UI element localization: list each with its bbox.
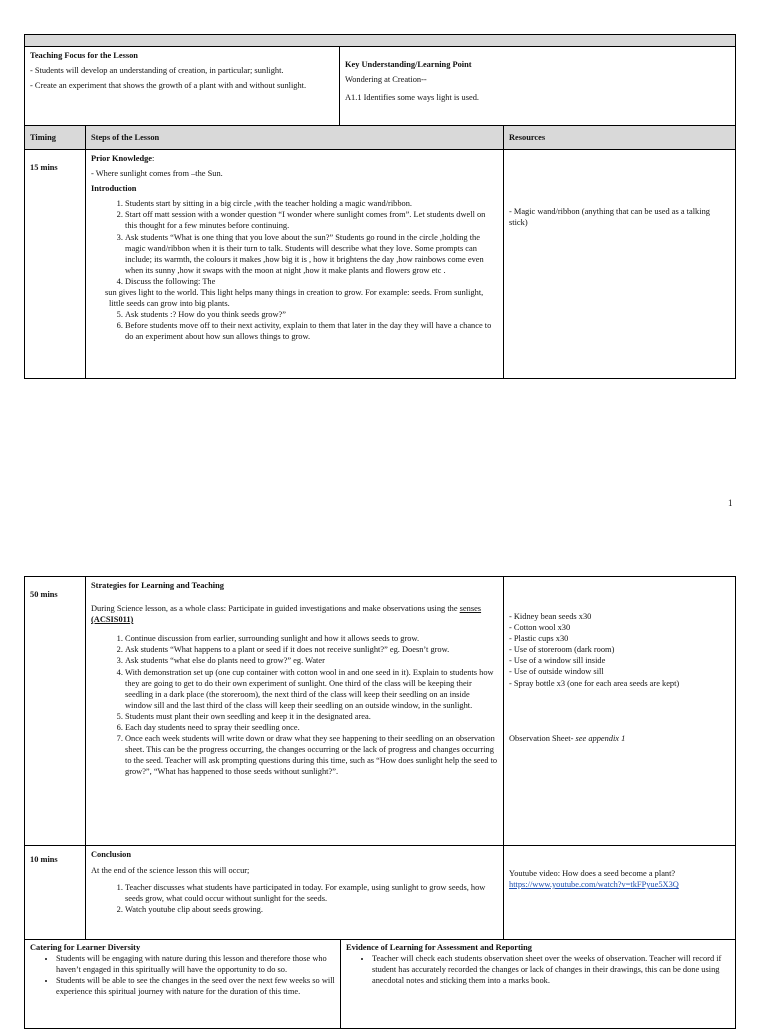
row3-resources-cell (503, 845, 736, 940)
row3-conclusion-cell (85, 845, 504, 940)
row2-timing-cell (24, 576, 86, 846)
row1-timing: 15 mins (30, 163, 58, 172)
row1-steps-cell (85, 149, 504, 379)
list-item: • Teacher will check each students observation sheet over the weeks of observation. Teacher will record if student has accurately recorded the changes or lack of changes in their drawings, this can be done using anecdotal notes and sticking them into a marks book. (372, 953, 730, 986)
list-item: • Students will be engaging with nature during this lesson and therefore those who haven’t engaged in this spiritually will have the opportunity to do so. (56, 953, 335, 975)
row1-timing-cell (24, 149, 86, 379)
list-item: 6. Before students move off to their next activity, explain to them that later in the day they will have a chance to do an experiment about how sun allows things to grow. (125, 320, 498, 342)
learner-diversity-list (30, 953, 335, 997)
list-item: 4. With demonstration set up (one cup container with cotton wool in and one seed in it). Explain to students how they are going to get to do their own experiment of sunlight. One third of the class will be keeping their seedling in a dark place (the storeroom), the next third of the class will keep their seedling on an inside window sill and the last third of the class will keep their seedling on an outside window, in the sunlight. (125, 667, 498, 711)
list-item: • Students will be able to see the changes in the seed over the next few weeks so will experience this spiritual journey with nature for the duration of this time. (56, 975, 335, 997)
key-understanding-cell (339, 46, 736, 126)
learner-diversity-cell (24, 939, 341, 1029)
list-item: 4. Discuss the following: The (125, 276, 498, 287)
video-label: Youtube video: How does a seed become a plant? (509, 869, 676, 878)
list-item: 2. Start off matt session with a wonder question “I wonder where sunlight comes from”. Let students dwell on this thought for a few minutes before continuing. (125, 209, 498, 231)
resource-item: - Use of outside window sill (509, 667, 604, 677)
resource-item: - Use of storeroom (dark room) (509, 645, 615, 655)
strategies-intro (91, 603, 498, 625)
conclusion-steps (91, 882, 498, 915)
introduction-steps (91, 198, 498, 287)
introduction-paragraph: sun gives light to the world. This light helps many things in creation to grow. For example: seeds. From sunlight, little seeds can grow into big plants. (105, 288, 484, 309)
page-number: 1 (728, 498, 733, 508)
steps-header-label: Steps of the Lesson (91, 133, 160, 142)
observation-sheet-line (509, 733, 730, 744)
conclusion-heading: Conclusion (91, 850, 132, 859)
list-item: 3. Ask students “what else do plants need to grow?” eg. Water (125, 655, 498, 666)
teaching-focus-point: - Students will develop an understanding of creation, in particular; sunlight. (30, 66, 284, 76)
video-link[interactable]: https://www.youtube.com/watch?v=tkFPyue5X3Q (509, 880, 679, 890)
resources-header-label: Resources (509, 133, 546, 142)
strategies-steps (91, 633, 498, 777)
list-item: 7. Once each week students will write down or draw what they see happening to their seedling on an observation sheet. This can be the progress occurring, the changes occurring or the lack of progress and changes occurring to the seed. Teacher will ask prompting questions during this time, such as “How does sunlight help the seed to grow?”, “What has happened to those seeds without sunlight?”. (125, 733, 498, 777)
strategies-intro-text: During Science lesson, as a whole class: Participate in guided investigations and make observations using the (91, 604, 460, 614)
key-understanding-line: A1.1 Identifies some ways light is used. (345, 93, 479, 103)
resource-item: - Spray bottle x3 (one for each area seeds are kept) (509, 678, 680, 688)
observation-sheet-label: Observation Sheet- (509, 733, 576, 743)
column-header-steps (85, 125, 504, 150)
list-item: 2. Ask students “What happens to a plant or seed if it does not receive sunlight?” eg. Doesn’t grow. (125, 644, 498, 655)
teaching-focus-heading: Teaching Focus for the Lesson (30, 51, 138, 60)
teaching-focus-point: - Create an experiment that shows the growth of a plant with and without sunlight. (30, 81, 307, 91)
evidence-of-learning-cell (340, 939, 736, 1029)
prior-knowledge-colon: : (152, 154, 155, 163)
row1-resources-cell (503, 149, 736, 379)
prior-knowledge-label: Prior Knowledge (91, 154, 153, 163)
key-understanding-line: Wondering at Creation-- (345, 75, 427, 85)
row2-timing: 50 mins (30, 590, 58, 599)
strategies-heading: Strategies for Learning and Teaching (91, 581, 224, 590)
curriculum-code: (ACSIS011) (91, 615, 134, 625)
resource-item: - Cotton wool x30 (509, 623, 571, 633)
list-item: 6. Each day students need to spray their seedling once. (125, 722, 498, 733)
evidence-list (346, 953, 730, 986)
resource-item: - Plastic cups x30 (509, 634, 569, 644)
row3-timing-cell (24, 845, 86, 940)
senses-link[interactable]: senses (459, 604, 482, 614)
list-item: 5. Students must plant their own seedling and keep it in the designated area. (125, 711, 498, 722)
introduction-heading: Introduction (91, 184, 137, 194)
learner-diversity-heading: Catering for Learner Diversity (30, 943, 141, 952)
key-understanding-heading: Key Understanding/Learning Point (345, 60, 472, 69)
introduction-steps-continued (91, 309, 498, 342)
teaching-focus-cell (24, 46, 340, 126)
list-item: 1. Students start by sitting in a big circle ,with the teacher holding a magic wand/ribbon. (125, 198, 498, 209)
row3-timing: 10 mins (30, 855, 58, 864)
conclusion-intro: At the end of the science lesson this will occur; (91, 866, 250, 876)
resource-item: - Use of a window sill inside (509, 656, 606, 666)
list-item: 2. Watch youtube clip about seeds growing. (125, 904, 498, 915)
list-item: 1. Teacher discusses what students have participated in today. For example, using sunlight to grow seeds, how seeds grow, what could occur without sunlight for the seeds. (125, 882, 498, 904)
column-header-timing (24, 125, 86, 150)
observation-sheet-ref: see appendix 1 (575, 733, 626, 743)
list-item: 3. Ask students “What is one thing that you love about the sun?” Students go round in the circle ,holding the magic wand/ribbon when it is their turn to talk. Students will describe what they love. Some prompts can include; its warmth, the colours it makes ,how big it is , how it brightens the day ,how rainbows come even when its sunny ,how it swaps with the moon at night ,how it make plants and flowers grow etc . (125, 232, 498, 276)
row2-strategies-cell (85, 576, 504, 846)
row1-resources-text: - Magic wand/ribbon (anything that can be used as a talking stick) (509, 207, 710, 228)
row2-resources-cell (503, 576, 736, 846)
prior-knowledge-text: - Where sunlight comes from –the Sun. (91, 169, 223, 179)
resource-item: - Kidney bean seeds x30 (509, 612, 592, 621)
list-item: 1. Continue discussion from earlier, surrounding sunlight and how it allows seeds to grow. (125, 633, 498, 644)
column-header-resources (503, 125, 736, 150)
timing-header-label: Timing (30, 133, 56, 142)
list-item: 5. Ask students :? How do you think seeds grow?” (125, 309, 498, 320)
prior-knowledge-heading (91, 153, 498, 164)
evidence-heading: Evidence of Learning for Assessment and Reporting (346, 943, 532, 952)
